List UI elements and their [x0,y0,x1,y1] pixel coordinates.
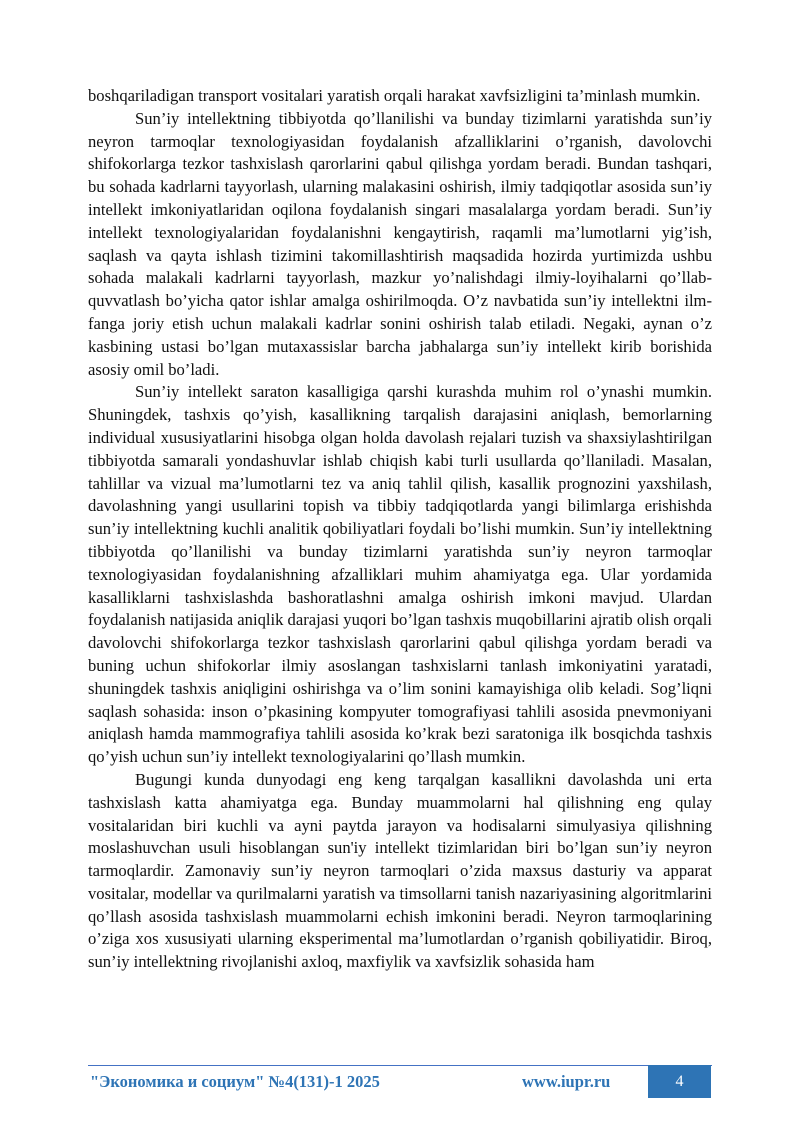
footer-journal-title: "Экономика и социум" №4(131)-1 2025 [90,1072,380,1091]
paragraph-3: Sun’iy intellekt saraton kasalligiga qarshi kurashda muhim rol o’ynashi mumkin. Shuningdek, tashxis qo’yish, kasallikning tarqalish darajasini aniqlash, bemorlarning individual xususiyatlarini hisobga olgan holda davolash rejalari tuzish va shaxsiylashtirilgan tibbiyotda samarali yondashuvlar ishlab chiqish kabi turli usullarda qo’llaniladi. Masalan, tahlillar va vizual ma’lumotlarni tez va aniq tahlil qilish, kasallik prognozini yaxshilash, davolashning yangi usullarini topish va tibbiy tadqiqotlarda yangi bilimlarga erishishda sun’iy intellektning kuchli analitik qobiliyatlari foydali bo’lishi mumkin. Sun’iy intellektning tibbiyotda qo’llanilishi va bunday tizimlarni yaratishda sun’iy neyron tarmoqlar texnologiyasidan foydalanishning afzalliklari muhim ahamiyatga ega. Ular yordamida kasalliklarni tashxislashda bashoratlashni amalga oshirish imkoni mavjud. Ulardan foydalanish natijasida aniqlik darajasi yuqori bo’lgan tashxis muqobillarini ajratib olish orqali davolovchi shifokorlarga tezkor tashxislash qarorlarini qabul qilishga yordam beradi va buning uchun shifokorlar ilmiy asoslangan tashxislarni tanlash imkoniyatini yaratadi, shuningdek tashxis aniqligini oshirishga va o’lim sonini kamayishiga olib keladi. Sog’liqni saqlash sohasida: inson o’pkasining kompyuter tomografiyasi tahlili asosida pnevmoniyani aniqlash hamda mammografiya tahlili asosida ko’krak bezi saratoniga ilk bosqichda tashxis qo’yish uchun sun’iy intellekt texnologiyalarini qo’llash mumkin. [88,382,712,767]
paragraph-2: Sun’iy intellektning tibbiyotda qo’llanilishi va bunday tizimlarni yaratishda sun’iy neyron tarmoqlar texnologiyasidan foydalanish afzalliklarini o’rganish, davolovchi shifokorlarga tezkor tashxislash qarorlarini qabul qilishga yordam beradi. Bundan tashqari, bu sohada kadrlarni tayyorlash, ularning malakasini oshirish, ilmiy tadqiqotlar asosida sun’iy intellekt imkoniyatlaridan oqilona foydalanish singari masalalarga yordam beradi. Sun’iy intellekt texnologiyalaridan foydalanishni kengaytirish, raqamli ma’lumotlarni yig’ish, saqlash va qayta ishlash tizimini takomillashtirish maqsadida hozirda yurtimizda ushbu sohada malakali kadrlarni tayyorlash, mazkur yo’nalishdagi ilmiy-loyihalarni qo’llab-quvvatlash bo’yicha qator ishlar amalga oshirilmoqda. O’z navbatida sun’iy intellektni ilm- fanga joriy etish uchun malakali kadrlar sonini oshirish talab etiladi. Negaki, aynan o’z kasbining ustasi bo’lgan mutaxassislar barcha jabhalarga sun’iy intellekt kirib borishida asosiy omil bo’ladi. [88,108,712,379]
document-body [88,85,712,974]
footer-website-link[interactable]: www.iupr.ru [522,1072,611,1091]
paragraph-1: boshqariladigan transport vositalari yaratish orqali harakat xavfsizligini ta’minlash mumkin. [88,86,701,105]
page-number: 4 [648,1065,711,1098]
footer-divider [88,1065,712,1066]
paragraph-4: Bugungi kunda dunyodagi eng keng tarqalgan kasallikni davolashda uni erta tashxislash katta ahamiyatga ega. Bunday muammolarni hal qilishning eng qulay vositalaridan biri kuchli va ayni paytda jarayon va hodisalarni simulyasiya qilishning moslashuvchan usuli hisoblangan sun'iy intellekt tizimlaridan biri bo’lgan sun’iy neyron tarmoqlardir. Zamonaviy sun’iy neyron tarmoqlari o’zida maxsus dasturiy va apparat vositalar, modellar va qurilmalarni yaratish va timsollarni tanish nazariyasining algoritmlarini qo’llash asosida tashxislash muammolarni echish imkonini beradi. Neyron tarmoqlarining o’ziga xos xususiyati ularning eksperimental ma’lumotlardan o’rganish qobiliyatidir. Biroq, sun’iy intellektning rivojlanishi axloq, maxfiylik va xavfsizlik sohasida ham [88,769,712,972]
